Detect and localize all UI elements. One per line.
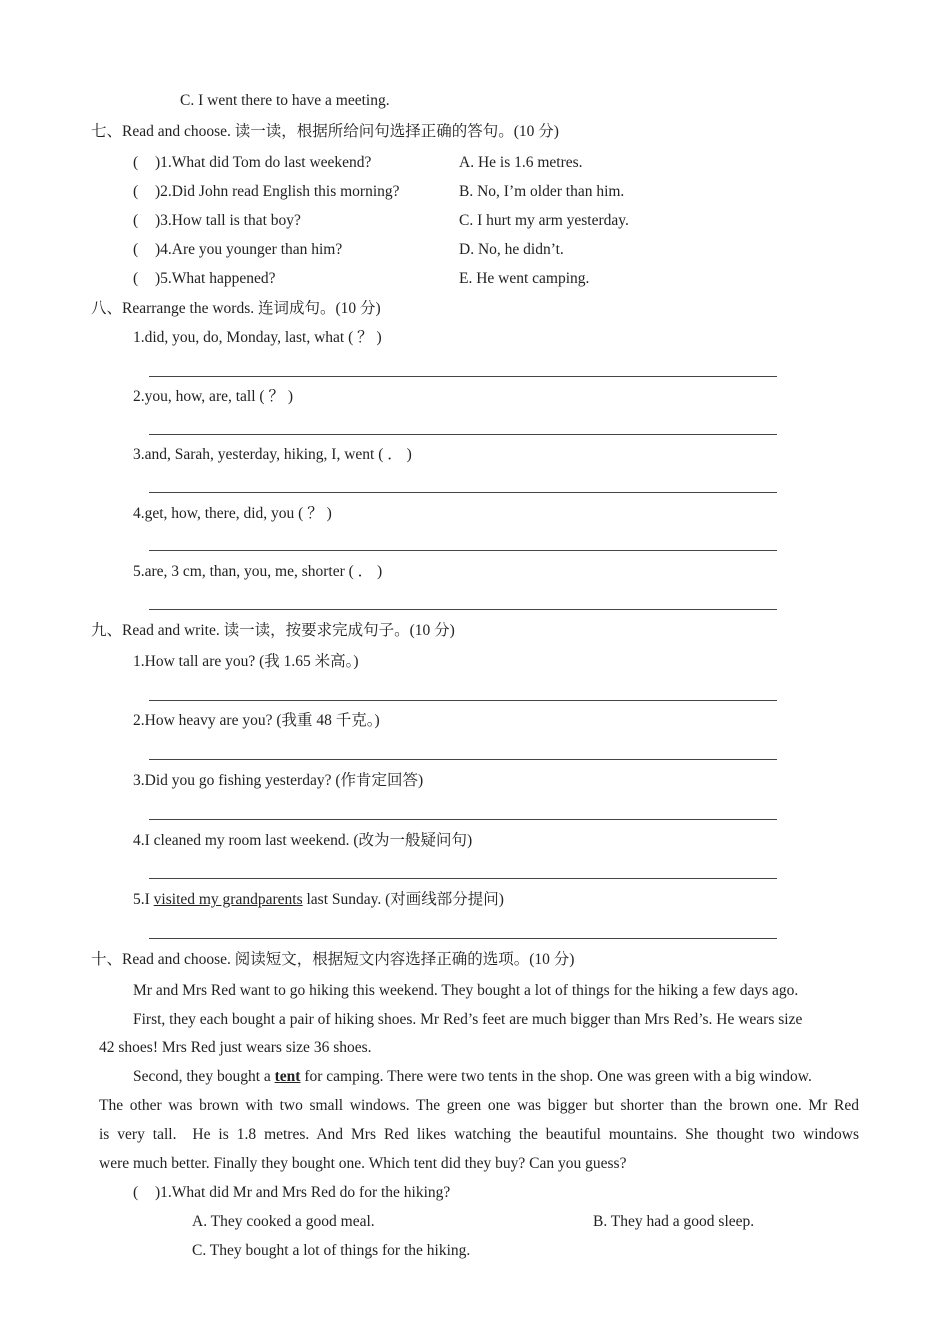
section7-question-2: )2.Did John read English this morning? [155, 183, 400, 200]
answer-paren[interactable]: ( [133, 1184, 139, 1201]
section7-question-1: )1.What did Tom do last weekend? [155, 154, 372, 171]
section10-title: 十、Read and choose. 阅读短文，根据短文内容选择正确的选项。(10 分) [91, 951, 575, 968]
answer-paren[interactable]: ( [133, 270, 139, 287]
answer-paren[interactable]: ( [133, 154, 139, 171]
passage-paragraph-3-line-1 [133, 1067, 812, 1087]
previous-question-option-c: C. I went there to have a meeting. [180, 92, 390, 109]
passage-paragraph-3-line-4: were much better. Finally they bought one. Which tent did they buy? Can you guess? [99, 1155, 627, 1172]
section9-item-3: 3.Did you go fishing yesterday? (作肯定回答) [133, 772, 424, 789]
answer-paren[interactable]: ( [133, 212, 139, 229]
section8-title: 八、Rearrange the words. 连词成句。(10 分) [91, 300, 381, 317]
underlined-phrase: visited my grandparents [153, 891, 303, 908]
section9-title: 九、Read and write. 读一读，按要求完成句子。(10 分) [91, 622, 455, 639]
answer-line[interactable] [149, 492, 777, 493]
section9-item-4: 4.I cleaned my room last weekend. (改为一般疑问句) [133, 832, 473, 849]
answer-line[interactable] [149, 376, 777, 377]
section7-question-3: )3.How tall is that boy? [155, 212, 301, 229]
answer-paren[interactable]: ( [133, 183, 139, 200]
item5-prefix: 5.I [133, 891, 154, 908]
option-a: A. They cooked a good meal. [192, 1213, 375, 1230]
p3-prefix: Second, they bought a [133, 1068, 275, 1085]
section7-question-5: )5.What happened? [155, 270, 276, 287]
option-c: C. They bought a lot of things for the hiking. [192, 1242, 471, 1259]
passage-paragraph-2-line-2: 42 shoes! Mrs Red just wears size 36 shoes. [99, 1039, 372, 1056]
answer-line[interactable] [149, 759, 777, 760]
section8-item-5: 5.are, 3 cm, than, you, me, shorter ( ． ) [133, 563, 383, 580]
option-b: B. They had a good sleep. [593, 1213, 755, 1230]
section8-item-4: 4.get, how, there, did, you ( ？ ) [133, 505, 332, 522]
section8-item-1: 1.did, you, do, Monday, last, what ( ？ ) [133, 329, 382, 346]
answer-line[interactable] [149, 434, 777, 435]
section7-title: 七、Read and choose. 读一读，根据所给问句选择正确的答句。(10 分) [91, 123, 559, 140]
item5-suffix: last Sunday. (对画线部分提问) [302, 891, 504, 908]
p3-line2-text: The other was brown with two small windows. The green one was bigger but shorter than the brown one. Mr Red [99, 1097, 859, 1114]
section7-answer-b: B. No, I’m older than him. [459, 183, 625, 200]
section10-question-1: )1.What did Mr and Mrs Red do for the hiking? [155, 1184, 451, 1201]
answer-paren[interactable]: ( [133, 241, 139, 258]
passage-paragraph-3-line-3 [99, 1125, 859, 1145]
answer-line[interactable] [149, 609, 777, 610]
section7-answer-c: C. I hurt my arm yesterday. [459, 212, 629, 229]
section7-answer-a: A. He is 1.6 metres. [459, 154, 583, 171]
answer-line[interactable] [149, 938, 777, 939]
answer-line[interactable] [149, 550, 777, 551]
section9-item-5 [133, 890, 504, 910]
section8-item-2: 2.you, how, are, tall ( ？ ) [133, 388, 293, 405]
passage-paragraph-3-line-2 [99, 1096, 859, 1116]
section7-question-4: )4.Are you younger than him? [155, 241, 343, 258]
section8-item-3: 3.and, Sarah, yesterday, hiking, I, went ( ． ) [133, 446, 412, 463]
p3-line3-text: is very tall. He is 1.8 metres. And Mrs Red likes watching the beautiful mountains. She thought two windows [99, 1126, 859, 1143]
answer-line[interactable] [149, 819, 777, 820]
tent-keyword: tent [274, 1068, 301, 1085]
answer-line[interactable] [149, 878, 777, 879]
passage-paragraph-2-line-1: First, they each bought a pair of hiking shoes. Mr Red’s feet are much bigger than Mrs Red’s. He wears size [133, 1011, 803, 1028]
section7-answer-e: E. He went camping. [459, 270, 590, 287]
section9-item-1: 1.How tall are you? (我 1.65 米高。) [133, 653, 359, 670]
section9-item-2: 2.How heavy are you? (我重 48 千克。) [133, 712, 380, 729]
p3-suffix: for camping. There were two tents in the shop. One was green with a big window. [300, 1068, 812, 1085]
section7-answer-d: D. No, he didn’t. [459, 241, 564, 258]
answer-line[interactable] [149, 700, 777, 701]
passage-paragraph-1: Mr and Mrs Red want to go hiking this weekend. They bought a lot of things for the hiking a few days ago. [133, 982, 799, 999]
